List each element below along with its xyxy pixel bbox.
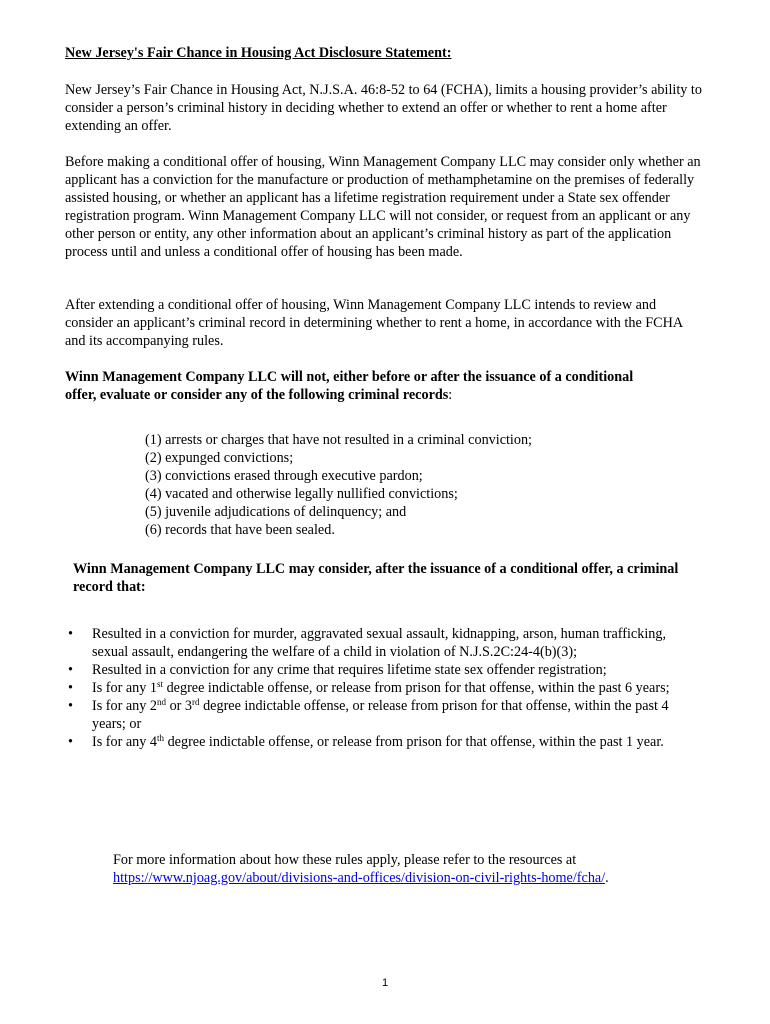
excluded-records-list xyxy=(145,431,705,539)
list-item xyxy=(65,697,685,733)
page-number: 1 xyxy=(381,977,389,989)
more-info-end: . xyxy=(605,870,609,886)
intro-paragraph: New Jersey’s Fair Chance in Housing Act, N.J.S.A. 46:8-52 to 64 (FCHA), limits a housing provider’s ability to consider a person’s criminal history in deciding whether to extend an offer or whether to rent a home after extending an offer. xyxy=(65,82,702,134)
list-item xyxy=(65,679,685,697)
document-heading: New Jersey's Fair Chance in Housing Act Disclosure Statement: xyxy=(65,45,452,61)
list-item: (5) juvenile adjudications of delinquency; and xyxy=(145,504,407,520)
may-consider-heading: Winn Management Company LLC may consider, after the issuance of a conditional offer, a criminal record that: xyxy=(73,561,679,595)
bullet-text: Is for any 4th degree indictable offense, or release from prison for that offense, within the past 1 year. xyxy=(92,733,664,750)
list-item: (1) arrests or charges that have not resulted in a criminal conviction; xyxy=(145,432,533,448)
not-consider-colon: : xyxy=(448,387,453,403)
list-item: (2) expunged convictions; xyxy=(145,450,294,466)
may-consider-list xyxy=(65,625,685,751)
before-offer-paragraph: Before making a conditional offer of housing, Winn Management Company LLC may consider only whether an applicant has a conviction for the manufacture or production of methamphetamine on the premises of federally assisted housing, or whether an applicant has a lifetime registration requirement under a State sex offender registration program. Winn Management Company LLC will not consider, or request from an applicant or any other person or entity, any other information about an applicant’s criminal history as part of the application process until and unless a conditional offer of housing has been made. xyxy=(65,154,701,260)
more-info-paragraph xyxy=(113,851,713,887)
list-item xyxy=(65,661,685,679)
bullet-icon: • xyxy=(68,698,73,714)
not-consider-heading-text: Winn Management Company LLC will not, either before or after the issuance of a conditional offer, evaluate or consider any of the following criminal records xyxy=(65,369,634,403)
more-info-text: For more information about how these rules apply, please refer to the resources at xyxy=(113,852,577,868)
bullet-text: Resulted in a conviction for any crime that requires lifetime state sex offender registration; xyxy=(92,662,607,678)
list-item: (6) records that have been sealed. xyxy=(145,522,335,538)
bullet-icon: • xyxy=(68,680,73,696)
bullet-text: Is for any 1st degree indictable offense, or release from prison for that offense, within the past 6 years; xyxy=(92,679,670,696)
list-item: (3) convictions erased through executive pardon; xyxy=(145,468,423,484)
after-offer-paragraph: After extending a conditional offer of housing, Winn Management Company LLC intends to review and consider an applicant’s criminal record in determining whether to rent a home, in accordance with the FCHA and its accompanying rules. xyxy=(65,297,683,349)
bullet-text: Is for any 2nd or 3rd degree indictable offense, or release from prison for that offense, within the past 4 years; or xyxy=(92,697,669,732)
fcha-resources-link[interactable]: https://www.njoag.gov/about/divisions-and-offices/division-on-civil-rights-home/fcha/ xyxy=(113,870,606,886)
bullet-text: Resulted in a conviction for murder, aggravated sexual assault, kidnapping, arson, human trafficking, sexual assault, endangering the welfare of a child in violation of N.J.S.2C:24-4(b)(3); xyxy=(92,626,666,660)
list-item xyxy=(65,733,685,751)
not-consider-heading xyxy=(65,368,665,404)
bullet-icon: • xyxy=(68,734,73,750)
list-item: (4) vacated and otherwise legally nullified convictions; xyxy=(145,486,458,502)
bullet-icon: • xyxy=(68,662,73,678)
list-item xyxy=(65,625,685,661)
bullet-icon: • xyxy=(68,626,73,642)
